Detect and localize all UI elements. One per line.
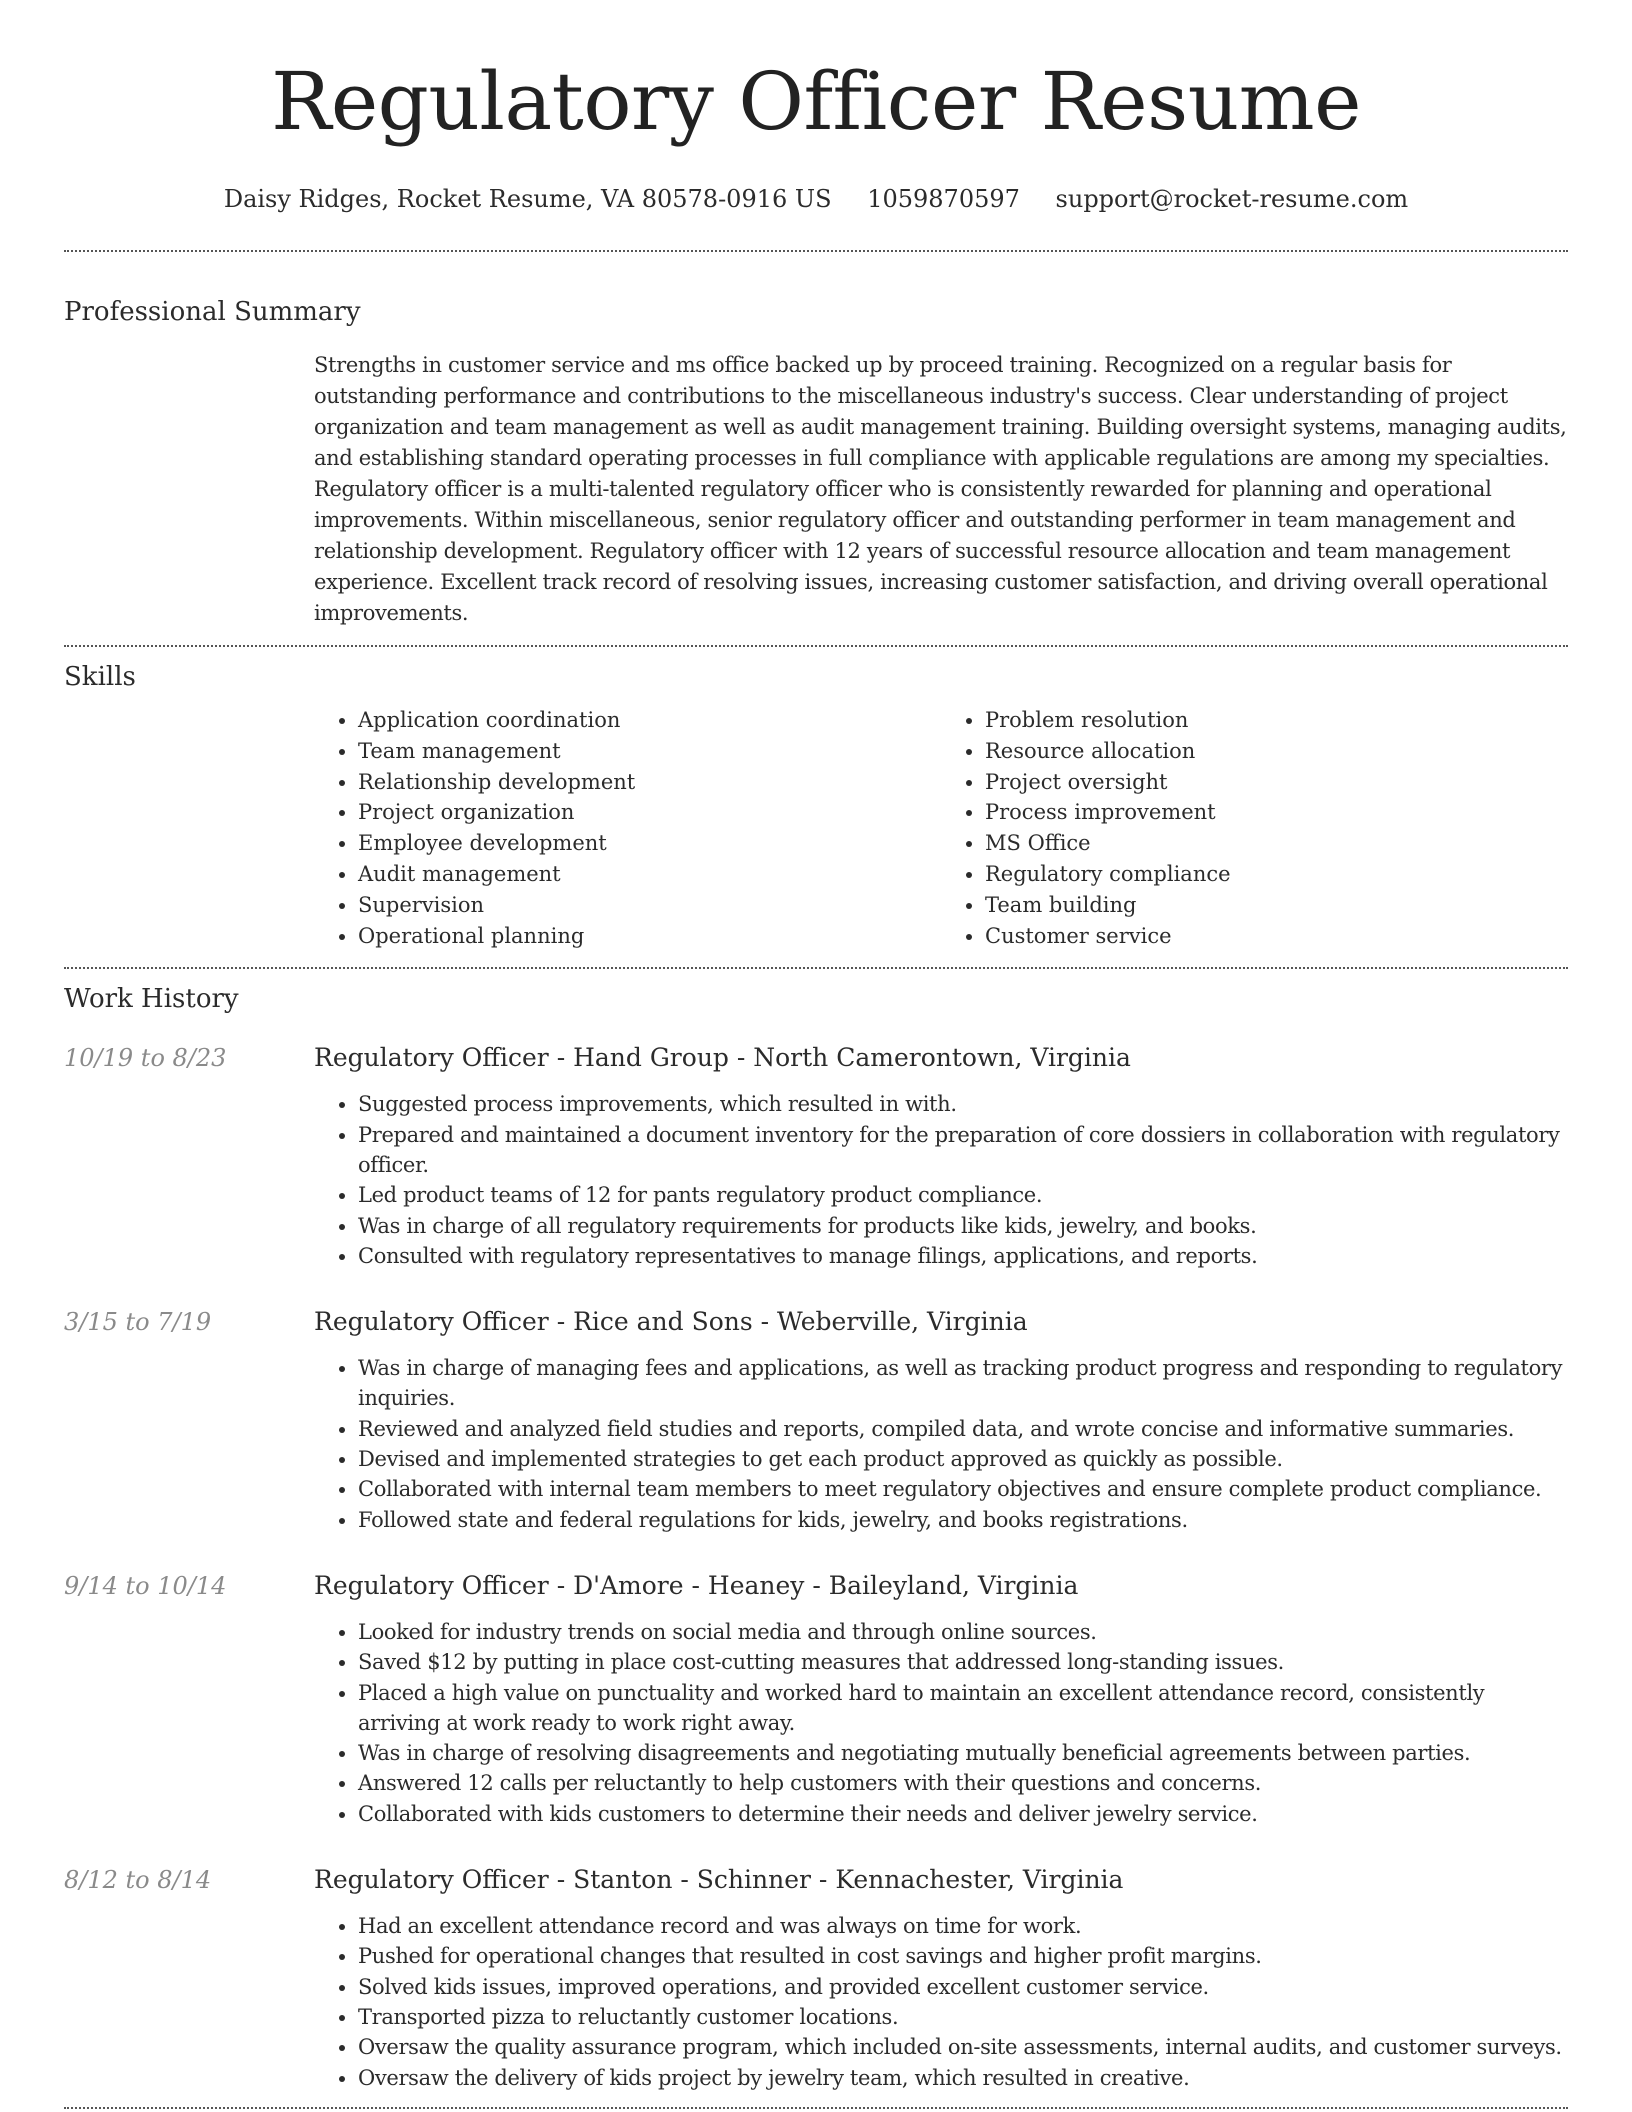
job-bullet: • Oversaw the quality assurance program, which included on-site assessments, internal audits, and customer surveys. bbox=[358, 2032, 1568, 2062]
divider bbox=[64, 967, 1568, 969]
job-title: Regulatory Officer - Hand Group - North Camerontown, Virginia bbox=[314, 1043, 1131, 1073]
contact-line bbox=[64, 184, 1568, 214]
job-bullet: • Solved kids issues, improved operations, and provided excellent customer service. bbox=[358, 1972, 1568, 2002]
job-bullet: • Devised and implemented strategies to get each product approved as quickly as possible. bbox=[358, 1444, 1568, 1474]
job-title: Regulatory Officer - Rice and Sons - Weberville, Virginia bbox=[314, 1307, 1028, 1337]
section-title-work-history: Work History bbox=[64, 984, 239, 1015]
job-bullet: • Was in charge of managing fees and applications, as well as tracking product progress and responding to regulatory inquiries. bbox=[358, 1353, 1568, 1414]
skill-item: • Regulatory compliance bbox=[985, 859, 1568, 890]
skill-item: • Team management bbox=[358, 736, 941, 767]
contact-phone: 1059870597 bbox=[867, 185, 1020, 213]
resume-title: Regulatory Officer Resume bbox=[271, 55, 1361, 148]
skill-item: • Supervision bbox=[358, 890, 941, 921]
job-date: 10/19 to 8/23 bbox=[64, 1044, 227, 1073]
skill-item: • Audit management bbox=[358, 859, 941, 890]
job-date: 3/15 to 7/19 bbox=[64, 1308, 212, 1337]
job-bullet: • Placed a high value on punctuality and worked hard to maintain an excellent attendance record, consistently arriving at work ready to work right away. bbox=[358, 1678, 1568, 1739]
job-title: Regulatory Officer - Stanton - Schinner - Kennachester, Virginia bbox=[314, 1865, 1124, 1895]
job-bullet: • Looked for industry trends on social media and through online sources. bbox=[358, 1617, 1568, 1647]
job-bullet: • Led product teams of 12 for pants regulatory product compliance. bbox=[358, 1180, 1568, 1210]
job-bullet: • Prepared and maintained a document inventory for the preparation of core dossiers in collaboration with regulatory officer. bbox=[358, 1120, 1568, 1181]
section-title-skills: Skills bbox=[64, 662, 136, 692]
divider bbox=[64, 645, 1568, 647]
job-title: Regulatory Officer - D'Amore - Heaney - Baileyland, Virginia bbox=[314, 1570, 1079, 1600]
job-entry bbox=[64, 1863, 1568, 2093]
job-bullets bbox=[314, 1617, 1568, 1829]
skill-item: • Resource allocation bbox=[985, 736, 1568, 767]
job-bullet: • Pushed for operational changes that resulted in cost savings and higher profit margins. bbox=[358, 1941, 1568, 1971]
job-body bbox=[314, 1863, 1568, 2093]
job-bullet: • Answered 12 calls per reluctantly to help customers with their questions and concerns. bbox=[358, 1768, 1568, 1798]
job-body bbox=[314, 1569, 1568, 1829]
job-body bbox=[314, 1041, 1568, 1271]
skill-item: • Problem resolution bbox=[985, 705, 1568, 736]
job-body bbox=[314, 1305, 1568, 1535]
job-bullets bbox=[314, 1353, 1568, 1535]
skill-item: • Project oversight bbox=[985, 767, 1568, 798]
skill-item: • MS Office bbox=[985, 828, 1568, 859]
skills-column-left bbox=[314, 705, 941, 951]
section-title-summary: Professional Summary bbox=[64, 297, 361, 327]
job-bullets bbox=[314, 1911, 1568, 2093]
skill-item: • Employee development bbox=[358, 828, 941, 859]
job-bullet: • Followed state and federal regulations for kids, jewelry, and books registrations. bbox=[358, 1505, 1568, 1535]
skill-item: • Team building bbox=[985, 890, 1568, 921]
summary-text: Strengths in customer service and ms office backed up by proceed training. Recognized on a regular basis for outstanding performance and contributions to the miscellaneous industry's success. Clear understanding of project organization and team management as well as audit management training. Building oversight systems, managing audits, and establishing standard operating processes in full compliance with applicable regulations are among my specialties. Regulatory officer is a multi-talented regulatory officer who is consistently rewarded for planning and operational improvements. Within miscellaneous, senior regulatory officer and outstanding performer in team management and relationship development. Regulatory officer with 12 years of successful resource allocation and team management experience. Excellent track record of resolving issues, increasing customer satisfaction, and driving overall operational improvements. bbox=[314, 353, 1567, 625]
skill-item: • Operational planning bbox=[358, 921, 941, 952]
contact-email[interactable]: support@rocket-resume.com bbox=[1055, 185, 1409, 213]
job-bullet: • Saved $12 by putting in place cost-cutting measures that addressed long-standing issues. bbox=[358, 1647, 1568, 1677]
skill-item: • Process improvement bbox=[985, 797, 1568, 828]
job-bullet: • Suggested process improvements, which resulted in with. bbox=[358, 1089, 1568, 1119]
divider bbox=[64, 250, 1568, 252]
job-bullet: • Collaborated with kids customers to determine their needs and deliver jewelry service. bbox=[358, 1799, 1568, 1829]
job-entry bbox=[64, 1305, 1568, 1535]
job-bullet: • Was in charge of all regulatory requirements for products like kids, jewelry, and books. bbox=[358, 1211, 1568, 1241]
skills-column-right bbox=[941, 705, 1568, 951]
job-bullet: • Had an excellent attendance record and was always on time for work. bbox=[358, 1911, 1568, 1941]
job-bullet: • Transported pizza to reluctantly customer locations. bbox=[358, 2002, 1568, 2032]
skill-item: • Customer service bbox=[985, 921, 1568, 952]
job-bullet: • Consulted with regulatory representatives to manage filings, applications, and reports. bbox=[358, 1241, 1568, 1271]
contact-address: Daisy Ridges, Rocket Resume, VA 80578-0916 US bbox=[223, 185, 832, 213]
skill-item: • Application coordination bbox=[358, 705, 941, 736]
skill-item: • Project organization bbox=[358, 797, 941, 828]
job-bullet: • Was in charge of resolving disagreements and negotiating mutually beneficial agreements between parties. bbox=[358, 1738, 1568, 1768]
job-bullet: • Oversaw the delivery of kids project by jewelry team, which resulted in creative. bbox=[358, 2063, 1568, 2093]
divider bbox=[64, 2107, 1568, 2109]
job-entry bbox=[64, 1041, 1568, 1271]
job-bullet: • Reviewed and analyzed field studies and reports, compiled data, and wrote concise and informative summaries. bbox=[358, 1414, 1568, 1444]
job-entry bbox=[64, 1569, 1568, 1829]
skill-item: • Relationship development bbox=[358, 767, 941, 798]
job-date: 8/12 to 8/14 bbox=[64, 1866, 212, 1895]
job-bullet: • Collaborated with internal team members to meet regulatory objectives and ensure complete product compliance. bbox=[358, 1474, 1568, 1504]
job-date: 9/14 to 10/14 bbox=[64, 1571, 227, 1600]
skills-list bbox=[314, 705, 1568, 951]
job-bullets bbox=[314, 1089, 1568, 1271]
